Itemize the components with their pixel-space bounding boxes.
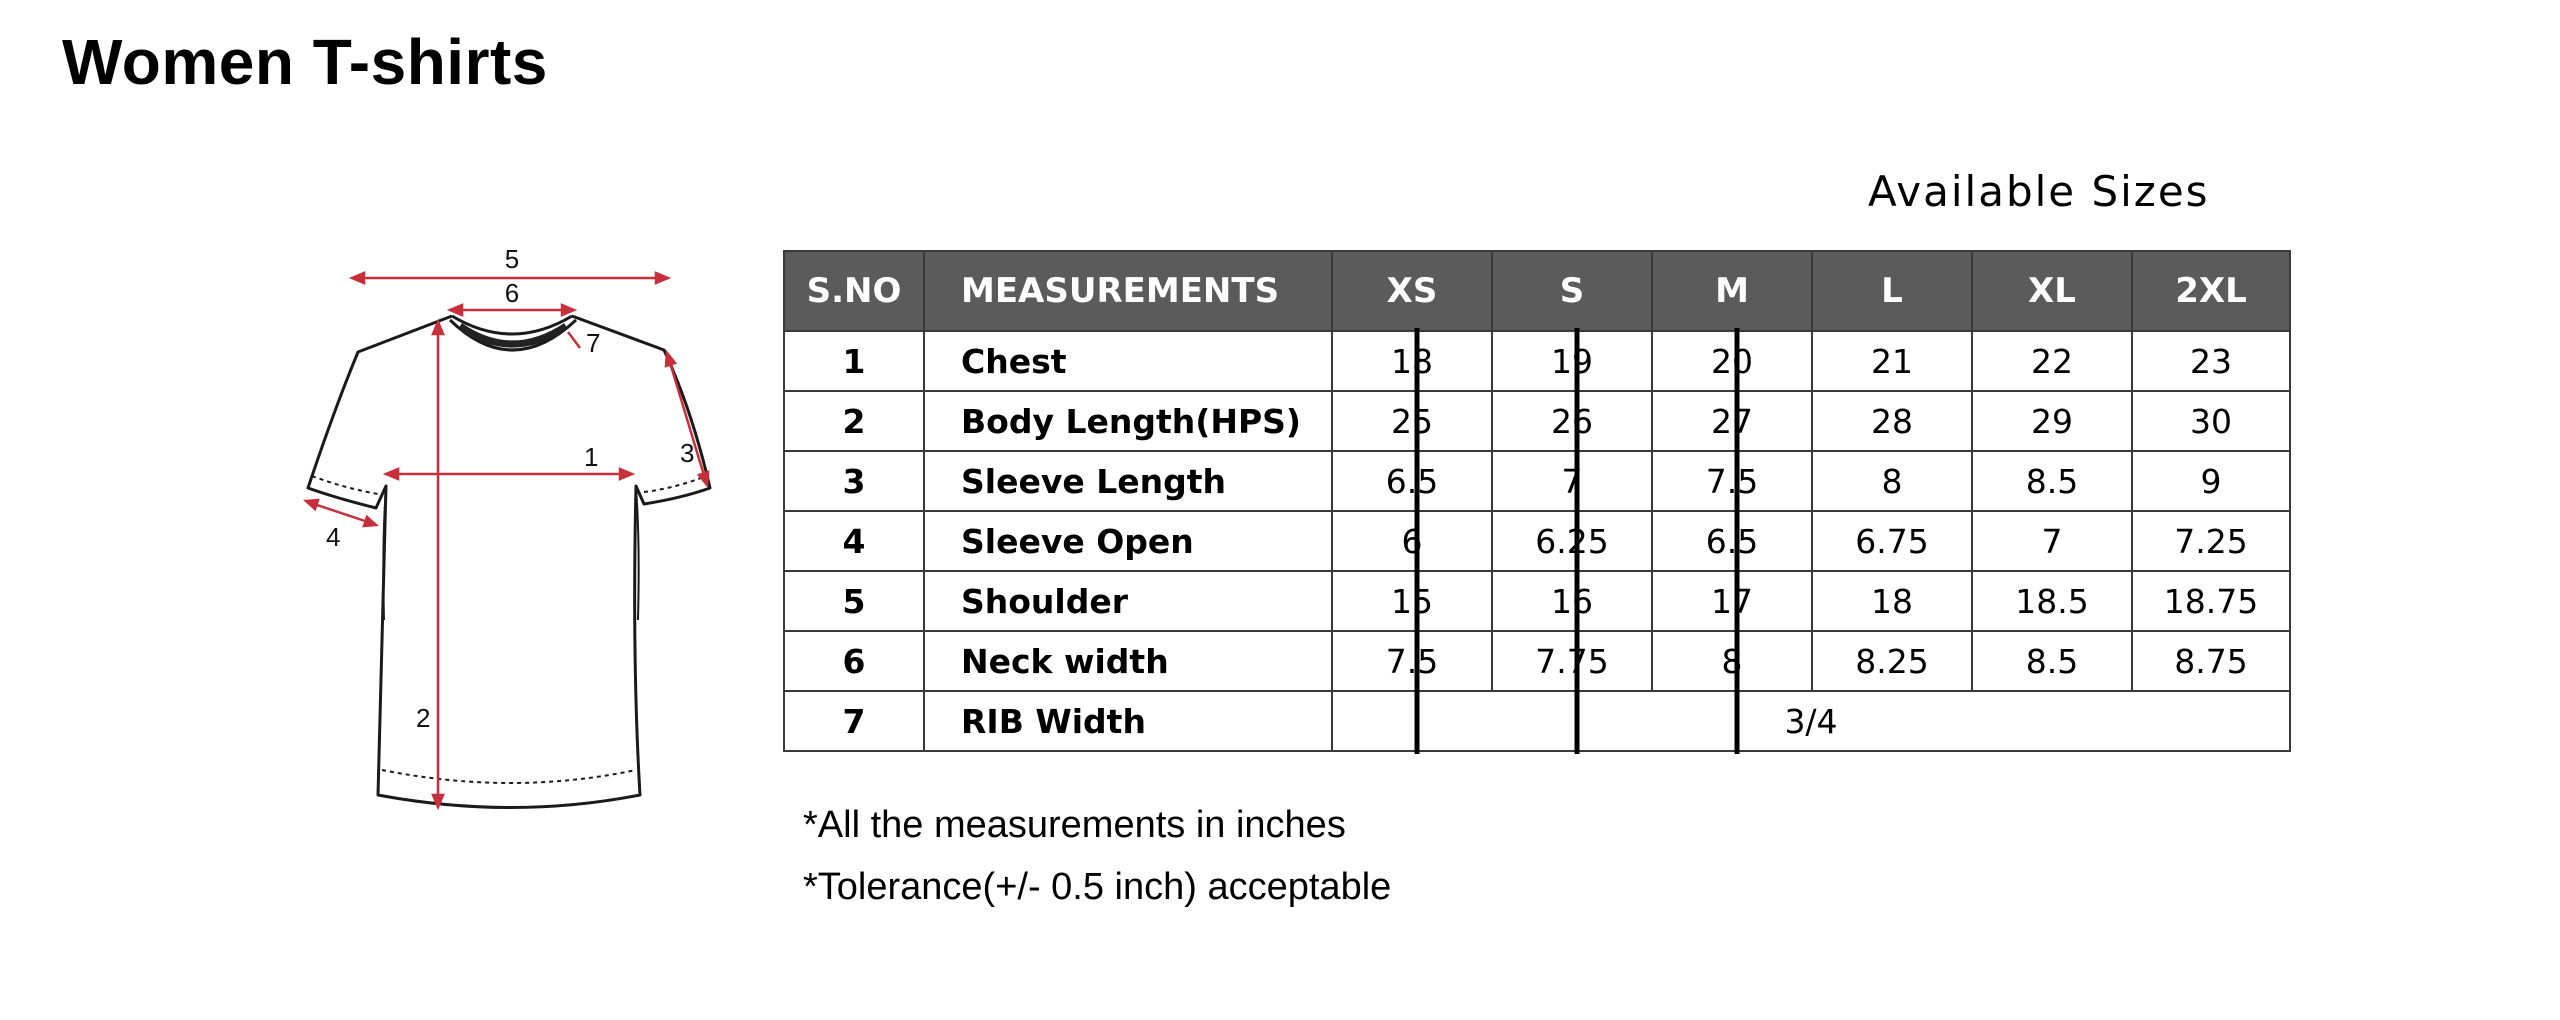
- cell-value: 6: [1332, 511, 1492, 571]
- cell-value: 26: [1492, 391, 1652, 451]
- label-shoulder: 5: [504, 244, 520, 274]
- cell-value: 7: [1972, 511, 2132, 571]
- label-sleeve-length: 3: [680, 438, 695, 468]
- table-row: [784, 451, 2290, 511]
- cell-value: 25: [1332, 391, 1492, 451]
- tshirt-outline: [308, 316, 710, 808]
- label-chest: 1: [584, 442, 599, 472]
- note-tolerance: *Tolerance(+/- 0.5 inch) acceptable: [803, 866, 1392, 908]
- row-measurement-name: Sleeve Length: [924, 451, 1332, 511]
- cell-value: 18.5: [1972, 571, 2132, 631]
- cell-value: 30: [2132, 391, 2290, 451]
- cell-value: 8: [1812, 451, 1972, 511]
- size-table: [783, 250, 2291, 752]
- cell-value: 18.75: [2132, 571, 2290, 631]
- row-measurement-name: Chest: [924, 331, 1332, 391]
- header-size-l: L: [1812, 251, 1972, 331]
- cell-value: 21: [1812, 331, 1972, 391]
- row-measurement-name: Shoulder: [924, 571, 1332, 631]
- cell-value: 7: [1492, 451, 1652, 511]
- cell-value: 23: [2132, 331, 2290, 391]
- cell-value: 16: [1492, 571, 1652, 631]
- row-sno: 5: [784, 571, 924, 631]
- cell-value: 6.5: [1652, 511, 1812, 571]
- table-row: [784, 391, 2290, 451]
- label-body-length: 2: [416, 703, 431, 733]
- table-row: [784, 571, 2290, 631]
- row-measurement-name: Neck width: [924, 631, 1332, 691]
- notes: [803, 794, 1391, 918]
- row-measurement-name: RIB Width: [924, 691, 1332, 751]
- cell-value: 20: [1652, 331, 1812, 391]
- cell-value: 27: [1652, 391, 1812, 451]
- cell-value: 8.5: [1972, 631, 2132, 691]
- note-units: *All the measurements in inches: [803, 804, 1346, 846]
- cell-value: 8: [1652, 631, 1812, 691]
- label-rib-width: 7: [586, 328, 601, 358]
- size-chart: [783, 250, 2289, 752]
- cell-value: 7.75: [1492, 631, 1652, 691]
- row-sno: 3: [784, 451, 924, 511]
- label-neck-width: 6: [504, 278, 520, 308]
- header-size-xl: XL: [1972, 251, 2132, 331]
- cell-value: 18: [1332, 331, 1492, 391]
- cell-value: 17: [1652, 571, 1812, 631]
- cell-value: 8.5: [1972, 451, 2132, 511]
- header-measurements: MEASUREMENTS: [924, 251, 1332, 331]
- row-sno: 6: [784, 631, 924, 691]
- cell-value: 6.5: [1332, 451, 1492, 511]
- cell-value: 22: [1972, 331, 2132, 391]
- table-row: [784, 631, 2290, 691]
- header-size-s: S: [1492, 251, 1652, 331]
- cell-value: 18: [1812, 571, 1972, 631]
- cell-merged-value: 3/4: [1332, 691, 2290, 751]
- cell-value: 19: [1492, 331, 1652, 391]
- cell-value: 6.25: [1492, 511, 1652, 571]
- table-row: [784, 331, 2290, 391]
- cell-value: 7.25: [2132, 511, 2290, 571]
- cell-value: 7.5: [1652, 451, 1812, 511]
- table-row: [784, 511, 2290, 571]
- header-sno: S.NO: [784, 251, 924, 331]
- cell-value: 15: [1332, 571, 1492, 631]
- header-size-2xl: 2XL: [2132, 251, 2290, 331]
- row-sno: 4: [784, 511, 924, 571]
- header-size-m: M: [1652, 251, 1812, 331]
- row-sno: 7: [784, 691, 924, 751]
- cell-value: 6.75: [1812, 511, 1972, 571]
- label-sleeve-open: 4: [326, 522, 341, 552]
- cell-value: 7.5: [1332, 631, 1492, 691]
- row-measurement-name: Body Length(HPS): [924, 391, 1332, 451]
- table-header-row: [784, 251, 2290, 331]
- table-row: [784, 691, 2290, 751]
- cell-value: 8.25: [1812, 631, 1972, 691]
- available-sizes-heading: Available Sizes: [1868, 167, 2210, 216]
- row-sno: 2: [784, 391, 924, 451]
- cell-value: 29: [1972, 391, 2132, 451]
- header-size-xs: XS: [1332, 251, 1492, 331]
- cell-value: 8.75: [2132, 631, 2290, 691]
- row-measurement-name: Sleeve Open: [924, 511, 1332, 571]
- tshirt-measurement-diagram: [290, 240, 750, 820]
- cell-value: 28: [1812, 391, 1972, 451]
- row-sno: 1: [784, 331, 924, 391]
- cell-value: 9: [2132, 451, 2290, 511]
- page-title: Women T-shirts: [62, 26, 548, 98]
